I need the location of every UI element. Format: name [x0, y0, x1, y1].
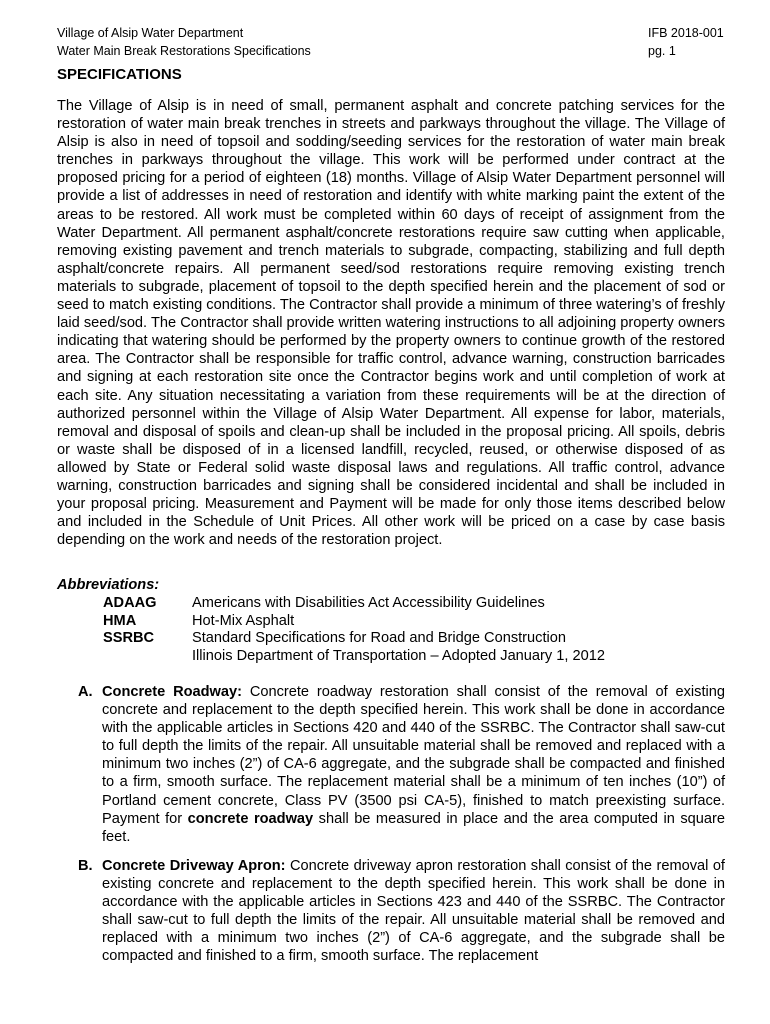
- header-page-number: pg. 1: [648, 44, 676, 58]
- item-letter: A.: [78, 684, 93, 700]
- item-title: Concrete Roadway:: [102, 684, 243, 700]
- abbreviation-row: [103, 648, 723, 666]
- item-title: Concrete Driveway Apron:: [102, 858, 286, 874]
- header-department: Village of Alsip Water Department: [57, 26, 244, 40]
- abbreviation-definition: Illinois Department of Transportation – Adopted January 1, 2012: [192, 647, 605, 664]
- page-header-left: [57, 24, 477, 60]
- item-body: [102, 857, 725, 966]
- abbreviation-row: [103, 613, 723, 631]
- item-text: Concrete driveway apron restoration shall consist of the removal of existing concrete and replacement to the depth specified herein. This work shall be done in accordance with the applicable articles in Sections 423 and 440 of the SSRBC. The Contractor shall saw-cut to full depth the limits of the repair. All unsuitable material shall be removed and replaced with a minimum two inches (2”) of CA-6 aggregate, and the subgrade shall be compacted and finished to a firm, smooth surface. The replacement: [102, 858, 725, 965]
- spec-item-concrete-driveway-apron: [78, 857, 725, 966]
- header-document-title: Water Main Break Restorations Specifications: [57, 44, 311, 58]
- header-ifb-number: IFB 2018-001: [648, 26, 724, 40]
- abbreviation-code: [103, 648, 192, 666]
- item-bold-term: concrete roadway: [187, 810, 314, 827]
- abbreviation-row: [103, 630, 723, 648]
- item-letter: B.: [78, 858, 93, 874]
- abbreviations-list: [103, 595, 723, 665]
- abbreviation-code: SSRBC: [103, 630, 155, 647]
- abbreviation-definition: Hot-Mix Asphalt: [192, 612, 295, 629]
- abbreviation-definition: Americans with Disabilities Act Accessibility Guidelines: [192, 595, 545, 611]
- abbreviations-heading: Abbreviations:: [57, 577, 160, 593]
- item-text-end: shall be measured in place and the area computed in square feet.: [102, 810, 725, 845]
- item-body: [102, 683, 725, 846]
- intro-paragraph: The Village of Alsip is in need of small, permanent asphalt and concrete patching services for the restoration of water main break trenches in streets and parkways throughout the village. The Village of Alsip is also in need of topsoil and sodding/seeding services for the restoration of water main break trenches in parkways throughout the village. This work will be performed under contract at the proposed pricing for a period of eighteen (18) months. Village of Alsip Water Department personnel will provide a list of addresses in need of restoration and identify with white marking paint the extent of the areas to be restored. All work must be completed within 60 days of receipt of assignment from the Water Department. All permanent asphalt/concrete restorations require saw cutting when applicable, removing existing pavement and trench materials to subgrade, compacting, stabilizing and full depth asphalt/concrete repairs. All permanent seed/sod restorations require removing existing trench materials to subgrade, placement of topsoil to the depth specified herein and the placement of sod or seed to match existing conditions. The Contractor shall provide a minimum of three watering’s of freshly laid seed/sod. The Contractor shall provide written watering instructions to all adjoining property owners indicating that watering should be performed by the property owners to continue growth of the restored area. The Contractor shall be responsible for traffic control, advance warning, construction barricades and signing at each restoration site once the Contractor begins work and until completion of work at each site. Any situation necessitating a variation from these requirements will be at the direction of authorized personnel within the Village of Alsip Water Department. All expense for labor, materials, removal and disposal of spoils and clean-up shall be included in the proposal pricing. All spoils, debris or waste shall be disposed of in a licensed landfill, recycled, reused, or otherwise disposed of as allowed by State or Federal solid waste disposal laws and regulations. All traffic control, advance warning, construction barricades and signing shall be considered incidental and shall be included in your proposal pricing. Measurement and Payment will be made for only those items described below and included in the Schedule of Unit Prices. All other work will be priced on a case by case basis depending on the work and needs of the restoration project.: [57, 98, 725, 549]
- abbreviation-code: HMA: [103, 612, 137, 629]
- spec-item-concrete-roadway: [78, 683, 725, 846]
- abbreviation-code: ADAAG: [103, 595, 157, 611]
- abbreviation-definition: Standard Specifications for Road and Bridge Construction: [192, 630, 566, 647]
- section-title: SPECIFICATIONS: [57, 66, 182, 83]
- item-text: Concrete roadway restoration shall consist of the removal of existing concrete and replacement to the depth specified herein. This work shall be done in accordance with the applicable articles in Sections 420 and 440 of the SSRBC. The Contractor shall saw-cut to full depth the limits of the repair. All unsuitable material shall be removed and replaced with a minimum two inches (2”) of CA-6 aggregate, and the subgrade shall be compacted and finished to a firm, smooth surface. The replacement material shall be a minimum of ten inches (10”) of Portland cement concrete, Class PV (3500 psi CA-5), finished to match preexisting surface. Payment for: [102, 684, 725, 827]
- page-header-right: [560, 24, 726, 60]
- abbreviation-row: [103, 595, 723, 613]
